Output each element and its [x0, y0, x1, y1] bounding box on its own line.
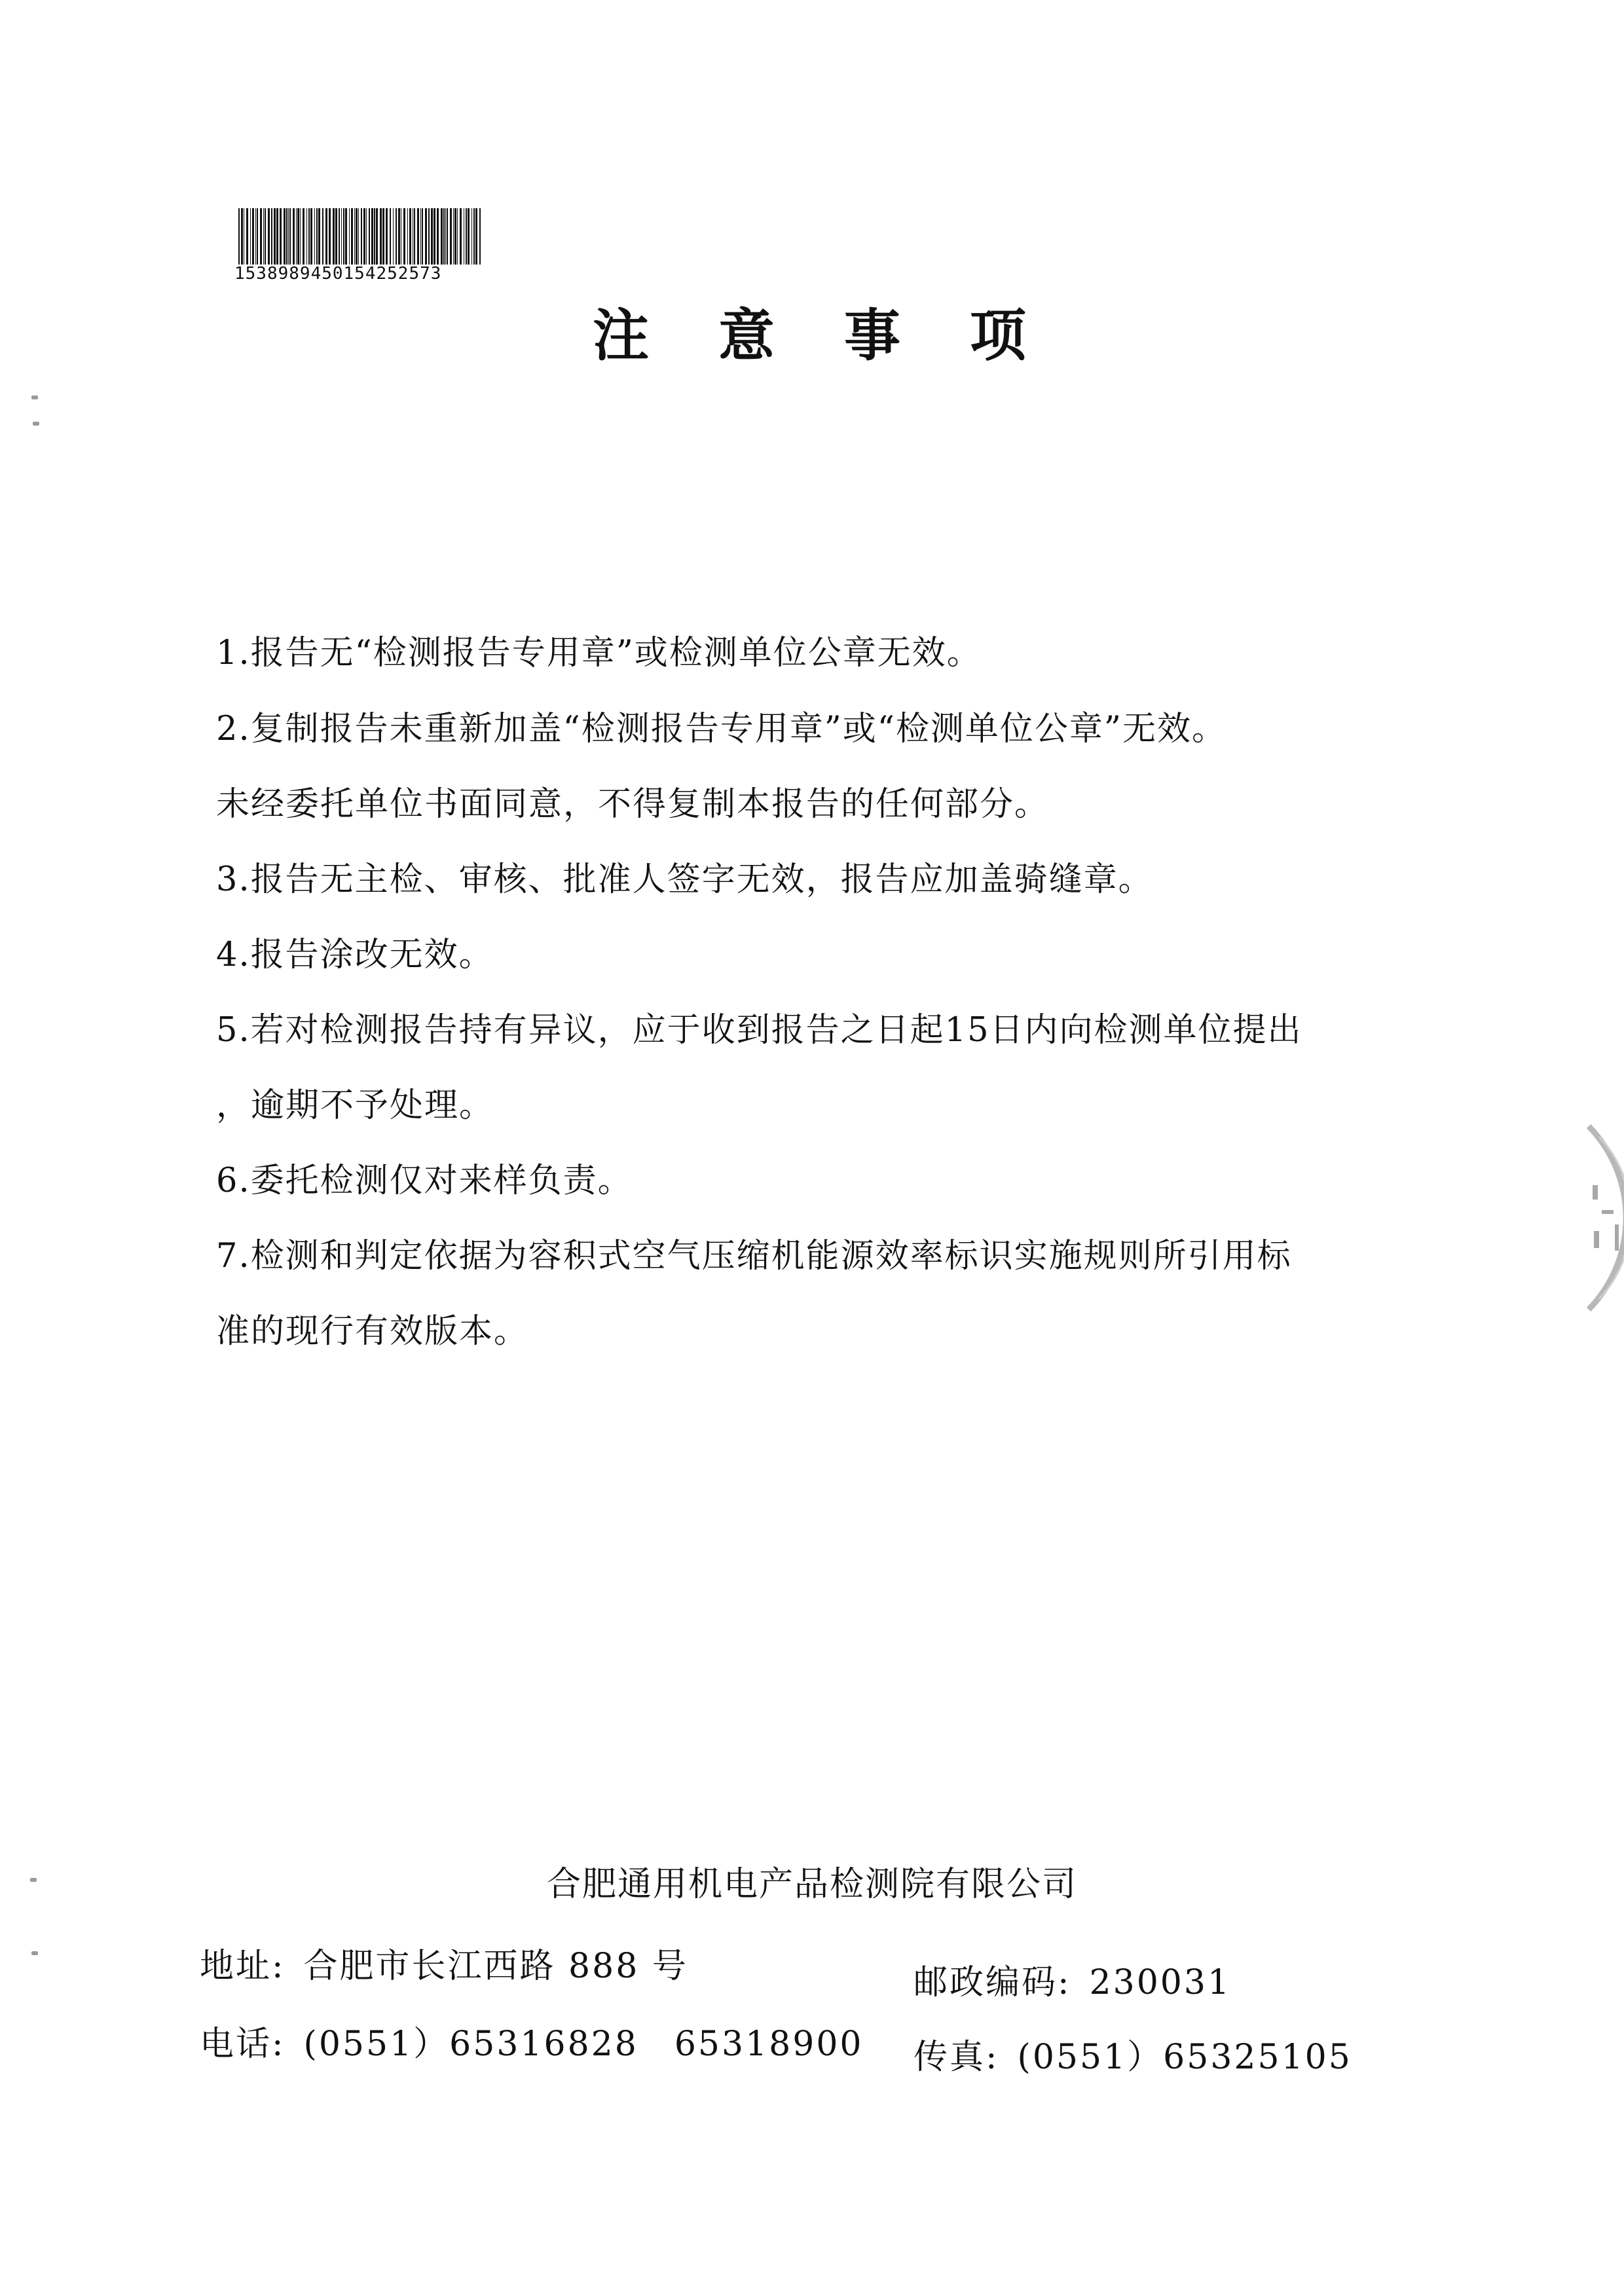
barcode-bar: [280, 208, 282, 265]
scan-edge-mark: [33, 422, 39, 426]
barcode-bar: [363, 208, 365, 265]
footer-company-name: 合肥通用机电产品检测院有限公司: [546, 1865, 1077, 1904]
scan-edge-mark: [31, 395, 38, 399]
barcode-bar: [443, 208, 445, 265]
barcode-bar: [437, 208, 439, 265]
barcode-bar: [366, 208, 367, 265]
barcode-bar: [422, 208, 423, 265]
barcode-bar: [475, 208, 477, 265]
note-line-3: 3.报告无主检、审核、批准人签字无效，报告应加盖骑缝章。: [216, 860, 1153, 899]
barcode-bar: [339, 208, 340, 265]
postcode-value: 230031: [1089, 1963, 1232, 2002]
barcode-bar: [333, 208, 335, 265]
barcode-bar: [358, 208, 359, 265]
barcode-bar: [466, 208, 467, 265]
barcode-bar: [276, 208, 278, 265]
barcode-bar: [296, 208, 297, 265]
barcode-bar: [252, 208, 254, 265]
barcode-bar: [409, 208, 411, 265]
note-line-4: 4.报告涂改无效。: [216, 936, 494, 974]
barcode-bar: [335, 208, 337, 265]
fax-value: (0551）65325105: [1017, 2038, 1352, 2077]
barcode-bar: [479, 208, 481, 265]
note-line-6: 6.委托检测仅对来样负责。: [216, 1162, 633, 1200]
note-line-2: 2.复制报告未重新加盖“检测报告专用章”或“检测单位公章”无效。: [216, 710, 1227, 748]
barcode-bar: [450, 208, 452, 265]
barcode: [237, 208, 485, 265]
barcode-bar: [293, 208, 295, 265]
barcode-bar: [414, 208, 415, 265]
barcode-bar: [417, 208, 419, 265]
barcode-bar: [318, 208, 320, 265]
barcode-bar: [356, 208, 358, 265]
barcode-bar: [310, 208, 312, 265]
barcode-bar: [297, 208, 299, 265]
barcode-bar: [361, 208, 362, 265]
address-value: 合肥市长江西路 888 号: [303, 1947, 688, 1986]
barcode-bar: [286, 208, 287, 265]
barcode-bar: [425, 208, 427, 265]
barcode-bar: [431, 208, 433, 265]
barcode-bar: [303, 208, 304, 265]
note-line-7: 7.检测和判定依据为容积式空气压缩机能源效率标识实施规则所引用标: [216, 1237, 1292, 1276]
barcode-bar: [250, 208, 251, 265]
barcode-bar: [300, 208, 301, 265]
barcode-bar: [382, 208, 384, 265]
barcode-bar: [255, 208, 256, 265]
barcode-bar: [274, 208, 276, 265]
footer-postcode: [913, 1956, 1231, 2009]
note-line-2-cont: 未经委托单位书面同意，不得复制本报告的任何部分。: [216, 785, 1050, 824]
barcode-bar: [329, 208, 331, 265]
barcode-bar: [238, 208, 240, 265]
barcode-bar: [369, 208, 370, 265]
footer-fax: [913, 2031, 1352, 2084]
barcode-bar: [468, 208, 470, 265]
page-title: 注 意 事 项: [593, 303, 1051, 369]
barcode-bar: [325, 208, 327, 265]
barcode-number: 1538989450154252573: [234, 264, 442, 284]
barcode-bar: [308, 208, 310, 265]
address-label: 地址:: [200, 1947, 286, 1986]
barcode-bar: [257, 208, 258, 265]
barcode-bar: [434, 208, 435, 265]
barcode-bars: [237, 208, 485, 265]
barcode-bar: [289, 208, 291, 265]
barcode-bar: [265, 208, 266, 265]
barcode-bar: [473, 208, 475, 265]
fax-label: 传真:: [913, 2038, 999, 2077]
note-line-5-cont: ，逾期不予处理。: [216, 1086, 494, 1125]
barcode-bar: [454, 208, 456, 265]
barcode-bar: [263, 208, 264, 265]
note-line-5: 5.若对检测报告持有异议，应于收到报告之日起15日内向检测单位提出: [216, 1011, 1302, 1050]
barcode-bar: [453, 208, 454, 265]
barcode-bar: [396, 208, 397, 265]
barcode-bar: [403, 208, 405, 265]
barcode-bar: [345, 208, 347, 265]
barcode-bar: [441, 208, 443, 265]
barcode-bar: [322, 208, 323, 265]
scan-edge-mark: [30, 1878, 37, 1882]
barcode-bar: [471, 208, 472, 265]
note-line-7-cont: 准的现行有效版本。: [216, 1312, 529, 1351]
seal-stamp-fragment: [1562, 1120, 1624, 1316]
barcode-bar: [288, 208, 289, 265]
scan-edge-mark: [31, 1951, 38, 1955]
barcode-bar: [371, 208, 373, 265]
phone-label: 电话:: [200, 2025, 286, 2064]
barcode-bar: [341, 208, 342, 265]
barcode-bar: [268, 208, 270, 265]
barcode-bar: [393, 208, 394, 265]
barcode-bar: [428, 208, 430, 265]
barcode-bar: [343, 208, 344, 265]
barcode-bar: [447, 208, 448, 265]
barcode-bar: [420, 208, 421, 265]
barcode-bar: [316, 208, 318, 265]
barcode-bar: [374, 208, 375, 265]
footer-phone: [200, 2018, 864, 2070]
postcode-label: 邮政编码:: [913, 1963, 1071, 2002]
barcode-bar: [390, 208, 391, 265]
barcode-bar: [284, 208, 286, 265]
barcode-bar: [398, 208, 400, 265]
barcode-bar: [241, 208, 243, 265]
barcode-bar: [380, 208, 382, 265]
note-line-1: 1.报告无“检测报告专用章”或检测单位公章无效。: [216, 634, 982, 672]
phone-value: (0551）65316828 65318900: [303, 2025, 864, 2064]
barcode-bar: [407, 208, 408, 265]
barcode-bar: [306, 208, 307, 265]
barcode-bar: [260, 208, 262, 265]
barcode-bar: [349, 208, 350, 265]
barcode-bar: [351, 208, 353, 265]
footer-address: [200, 1940, 688, 1992]
barcode-bar: [354, 208, 355, 265]
barcode-bar: [460, 208, 462, 265]
barcode-bar: [386, 208, 388, 265]
barcode-bar: [445, 208, 446, 265]
barcode-bar: [246, 208, 248, 265]
barcode-bar: [314, 208, 315, 265]
barcode-bar: [457, 208, 458, 265]
barcode-bar: [376, 208, 378, 265]
barcode-bar: [271, 208, 272, 265]
